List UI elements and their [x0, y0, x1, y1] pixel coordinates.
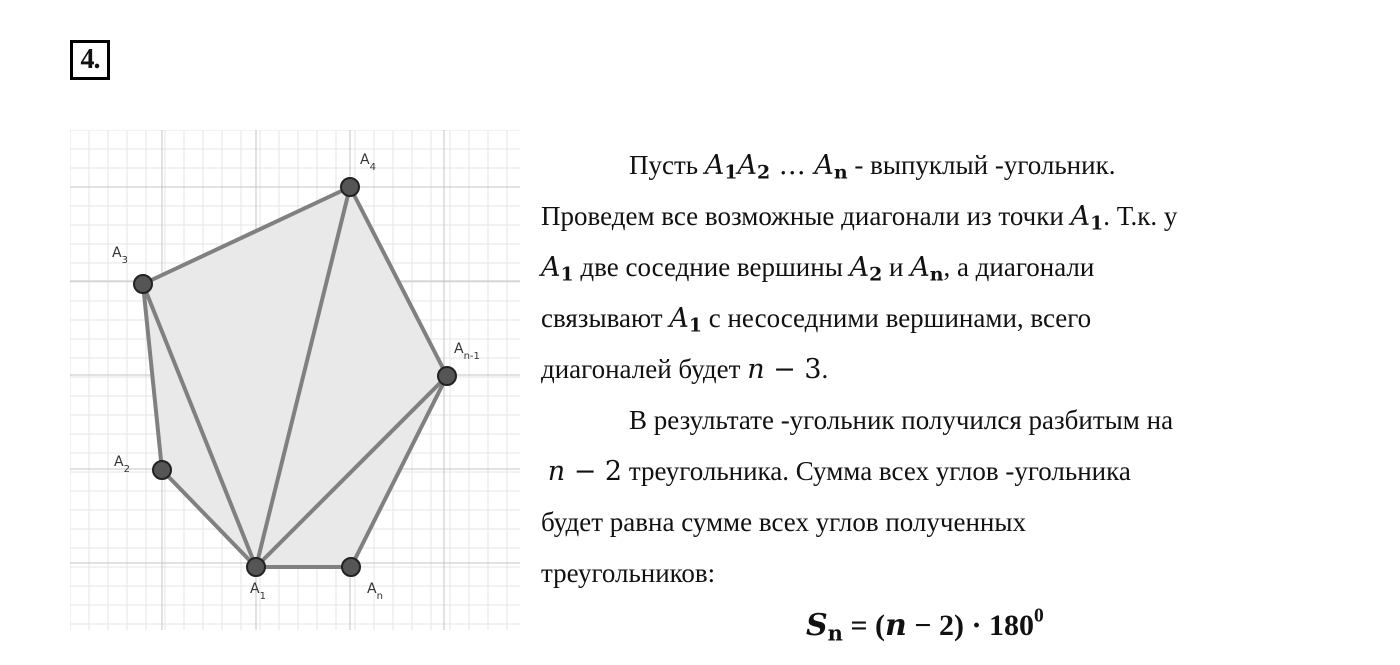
sum-formula: $S_n = (n - 2) \cdot 180^0$ — [806, 605, 1044, 646]
paragraph-line-1: Пусть $A_1A_2$ … $A_n$ - выпуклый -угольник. — [629, 150, 1116, 184]
polygon-figure — [70, 130, 520, 630]
vertex-label-a1: $A_1$ — [250, 581, 266, 602]
vertex-label-a3: $A_3$ — [112, 245, 128, 266]
vertex-label-a2: $A_2$ — [114, 454, 130, 475]
task-number: 4. — [80, 44, 100, 75]
paragraph-line-3: $A_1$ две соседние вершины $A_2$ и $A_n$, а диагонали — [541, 252, 1095, 286]
vertex-a2-point — [153, 461, 171, 479]
paragraph-line-6: В результате -угольник получился разбитым на — [629, 405, 1174, 435]
vertex-a4-point — [341, 178, 359, 196]
vertex-label-a4: $A_4$ — [360, 152, 376, 173]
task-number-box — [70, 40, 110, 80]
paragraph-line-8: будет равна сумме всех углов полученных — [541, 507, 1026, 537]
vertex-label-an-1: $A_{n-1}$ — [454, 341, 480, 362]
vertex-label-an: $A_n$ — [367, 581, 383, 602]
paragraph-line-5: диагоналей будет n − 3. — [541, 354, 829, 385]
paragraph-line-2: Проведем все возможные диагонали из точки $A_1$. Т.к. у — [541, 201, 1178, 235]
vertex-a1-point — [247, 558, 265, 576]
paragraph-line-9: треугольников: — [541, 558, 716, 588]
paragraph-line-4: связывают $A_1$ с несоседними вершинами, всего — [541, 303, 1092, 337]
paragraph-line-7: n − 2 треугольника. Сумма всех углов -угольника — [547, 456, 1131, 487]
vertex-a3-point — [134, 275, 152, 293]
vertex-an-1-point — [438, 367, 456, 385]
polygon-svg — [70, 130, 520, 630]
vertex-an-point — [342, 558, 360, 576]
solution-text — [541, 140, 1391, 599]
